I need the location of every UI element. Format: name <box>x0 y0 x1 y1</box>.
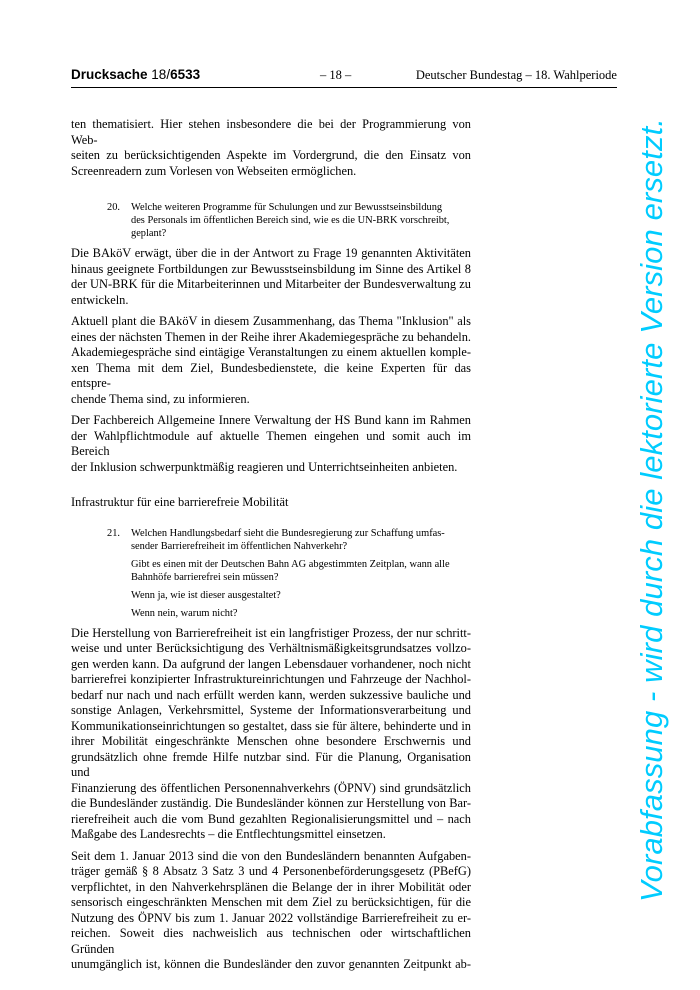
text-line: Screenreadern zum Vorlesen von Webseiten ermöglichen. <box>71 163 357 178</box>
text-line: Nutzung des ÖPNV bis zum 1. Januar 2022 vollständige Barrierefreiheit zu er- <box>71 910 471 925</box>
draft-watermark <box>612 110 692 910</box>
text-line: die Bundesländer zuständig. Die Bundesländer können zur Herstellung von Bar- <box>71 796 471 810</box>
page-header <box>71 65 617 88</box>
text-line: Die BAköV erwägt, über die in der Antwort zu Frage 19 genannten Aktivitäten <box>71 246 471 260</box>
text-line: der Wahlpflichtmodule auf aktuelle Themen eingehen und somit auch im Bereich <box>71 428 471 458</box>
text-line: barrierefrei konzipierter Infrastruktureinrichtungen und Fahrzeuge der Nachhol- <box>71 672 471 686</box>
document-number <box>71 67 200 82</box>
text-line: sensorisch eingeschränkten Menschen mit dem Ziel zu berücksichtigen, für die <box>71 895 471 909</box>
section-heading: Infrastruktur für eine barrierefreie Mobilität <box>71 495 289 509</box>
question-line: Welchen Handlungsbedarf sieht die Bundesregierung zur Schaffung umfas- <box>131 527 445 539</box>
text-line: ihrer Mobilität eingeschränkte Menschen ohne besondere Erschwernis und <box>71 734 471 748</box>
question-line: sender Barrierefreiheit im öffentlichen Nahverkehr? <box>131 540 348 552</box>
question-number: 21. <box>107 527 120 539</box>
text-line: Der Fachbereich Allgemeine Innere Verwaltung der HS Bund kann im Rahmen <box>71 413 471 427</box>
doc-number-prefix: 18/ <box>147 67 171 82</box>
question-21 <box>71 527 473 620</box>
text-line: gen werden kann. Da aufgrund der langen Lebensdauer vorhandener, noch nicht <box>71 656 471 671</box>
text-line: verpflichtet, in den Nahverkehrsplänen die Belange der in ihrer Mobilität oder <box>71 879 471 894</box>
text-line: Aktuell plant die BAköV in diesem Zusammenhang, das Thema "Inklusion" als <box>71 314 471 328</box>
question-line: Bahnhöfe barrierefrei sein müssen? <box>131 571 279 583</box>
text-line: Finanzierung des öffentlichen Personennahverkehrs (ÖPNV) sind grundsätzlich <box>71 780 471 795</box>
text-line: bedarf nur nach und nach erfüllt werden kann, werden sukzessive bauliche und <box>71 687 471 702</box>
doc-number: 6533 <box>170 67 201 82</box>
text-line: Seit dem 1. Januar 2013 sind die von den Bundesländern benannten Aufgaben- <box>71 848 471 863</box>
question-line: Wenn nein, warum nicht? <box>131 607 238 619</box>
text-line: grundsätzlich ohne fremde Hilfe nutzbar sind. Für die Planung, Organisation und <box>71 749 471 779</box>
question-20 <box>71 201 471 240</box>
text-line: der Inklusion schwerpunktmäßig reagieren und Unterrichtseinheiten anbieten. <box>71 459 458 474</box>
text-line: reichen. Soweit dies nachweislich aus technischen oder wirtschaftlichen Gründen <box>71 926 471 956</box>
watermark-text: Vorabfassung - wird durch die lektorierte Version ersetzt. <box>634 117 669 903</box>
text-line: Die Herstellung von Barrierefreiheit ist ein langfristiger Prozess, der nur schritt- <box>71 625 471 640</box>
page-number: – 18 – <box>320 68 352 82</box>
text-line: xen Thema mit dem Ziel, Bundesbedienstete, die keine Experten für das entspre- <box>71 360 471 390</box>
text-line: Maßgabe des Landesrechts – die Entflechtungsmittel einsetzen. <box>71 827 386 841</box>
text-line: Akademiegespräche sind eintägige Veranstaltungen zu einem aktuellen komple- <box>71 345 471 359</box>
page-content <box>71 117 471 973</box>
question-line: Welche weiteren Programme für Schulungen und zur Bewusstseinsbildung <box>131 202 443 213</box>
answer-paragraph <box>71 849 471 973</box>
question-number: 20. <box>107 202 120 213</box>
question-line: geplant? <box>131 228 167 239</box>
text-line: unumgänglich ist, können die Bundesländer den zuvor genannten Zeitpunkt ab- <box>71 957 471 971</box>
text-line: weise und unter Berücksichtigung des Verhältnismäßigkeitsgrundsatzes vollzo- <box>71 641 471 655</box>
text-line: eines der nächsten Themen in der Reihe ihrer Akademiegespräche zu behandeln. <box>71 329 471 344</box>
answer-paragraph <box>71 246 471 308</box>
question-line: Wenn ja, wie ist dieser ausgestaltet? <box>131 589 281 601</box>
text-line: entwickeln. <box>71 292 129 307</box>
answer-paragraph <box>71 626 471 843</box>
text-line: seiten zu berücksichtigenden Aspekte im Vordergrund, die den Einsatz von <box>71 148 471 162</box>
text-line: ten thematisiert. Hier stehen insbesondere die bei der Programmierung von Web- <box>71 117 471 147</box>
answer-paragraph <box>71 314 471 407</box>
paragraph-intro <box>71 117 471 179</box>
doc-label: Drucksache <box>71 67 148 82</box>
publisher: Deutscher Bundestag – 18. Wahlperiode <box>415 68 617 82</box>
text-line: Kommunikationseinrichtungen so gestaltet, dass sie für ältere, behinderte und in <box>71 718 471 733</box>
text-line: rierefreiheit auch die vom Bund gezahlten Regionalisierungsmittel und – nach <box>71 811 471 826</box>
text-line: hinaus geeignete Fortbildungen zur Bewusstseinsbildung im Sinne des Artikel 8 <box>71 261 471 276</box>
text-line: der UN-BRK für die Mitarbeiterinnen und Mitarbeiter der Bundesverwaltung zu <box>71 277 471 291</box>
answer-paragraph <box>71 413 471 475</box>
text-line: träger gemäß § 8 Absatz 3 Satz 3 und 4 Personenbeförderungsgesetz (PBefG) <box>71 864 471 878</box>
text-line: sonstige Anlagen, Verkehrsmittel, Systeme der Informationsverarbeitung und <box>71 703 471 717</box>
question-line: des Personals im öffentlichen Bereich sind, wie es die UN-BRK vorschreibt, <box>131 215 450 226</box>
text-line: chende Thema sind, zu informieren. <box>71 391 250 406</box>
question-line: Gibt es einen mit der Deutschen Bahn AG abgestimmten Zeitplan, wann alle <box>131 558 450 570</box>
